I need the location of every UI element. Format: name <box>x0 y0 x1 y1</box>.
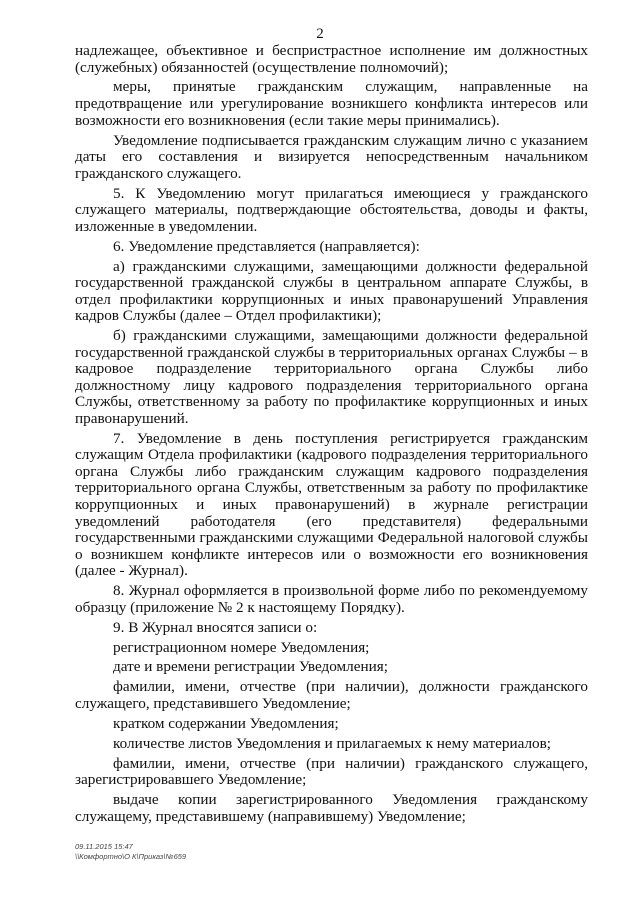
paragraph: а) гражданскими служащими, замещающими должности федеральной государственной гражданской службы в центральном аппарате Службы, в отдел профилактики коррупционных и иных правонарушений Управления кадров Службы (далее – Отдел профилактики); <box>75 257 588 325</box>
paragraph: количестве листов Уведомления и прилагаемых к нему материалов; <box>113 734 552 752</box>
paragraph: регистрационном номере Уведомления; <box>113 638 370 656</box>
paragraph: кратком содержании Уведомления; <box>113 714 339 732</box>
paragraph: 9. В Журнал вносятся записи о: <box>113 618 318 636</box>
paragraph: фамилии, имени, отчестве (при наличии), должности гражданского служащего, представившего Уведомление; <box>75 678 588 712</box>
document-footer <box>75 842 186 862</box>
document-body <box>75 43 588 825</box>
page-number: 2 <box>316 26 324 42</box>
paragraph: б) гражданскими служащими, замещающими должности федеральной государственной гражданской службы в территориальных органах Службы – в кадровое подразделение территориального органа Службы либо должностному лицу кадрового подразделения территориального органа Службы, ответственному за работу по профилактике коррупционных и иных правонарушений. <box>75 327 588 427</box>
paragraph: надлежащее, объективное и беспристрастное исполнение им должностных (служебных) обязанностей (осуществление полномочий); <box>75 42 588 76</box>
paragraph: 6. Уведомление представляется (направляется): <box>113 237 420 255</box>
paragraph: Уведомление подписывается гражданским служащим лично с указанием даты его составления и визируется непосредственным начальником гражданского служащего. <box>75 131 588 182</box>
paragraph: 7. Уведомление в день поступления регистрируется гражданским служащим Отдела профилактики (кадрового подразделения территориального органа Службы либо гражданским служащим кадрового подразделения территориального органа Службы, ответственным за работу по профилактике коррупционных и иных правонарушений) в журнале регистрации уведомлений работодателя (его представителя) федеральными государственными гражданскими служащими Федеральной налоговой службы о возникшем конфликте интересов или о возможности его возникновения (далее - Журнал). <box>75 429 588 580</box>
paragraph: 5. К Уведомлению могут прилагаться имеющиеся у гражданского служащего материалы, подтверждающие обстоятельства, доводы и факты, изложенные в уведомлении. <box>75 184 588 235</box>
paragraph: 8. Журнал оформляется в произвольной форме либо по рекомендуемому образцу (приложение № 2 к настоящему Порядку). <box>75 582 588 616</box>
paragraph: меры, принятые гражданским служащим, направленные на предотвращение или урегулирование возникшего конфликта интересов или возможности его возникновения (если такие меры принимались). <box>75 78 588 129</box>
paragraph: дате и времени регистрации Уведомления; <box>113 658 388 676</box>
footer-timestamp: 09.11.2015 15:47 <box>75 842 133 851</box>
footer-file-path: \\Комфортно\О К\Приказ\№659 <box>75 852 187 861</box>
paragraph: фамилии, имени, отчестве (при наличии) гражданского служащего, зарегистрировавшего Уведомление; <box>75 754 588 789</box>
paragraph: выдаче копии зарегистрированного Уведомления гражданскому служащему, представившему (направившему) Уведомление; <box>75 791 588 825</box>
